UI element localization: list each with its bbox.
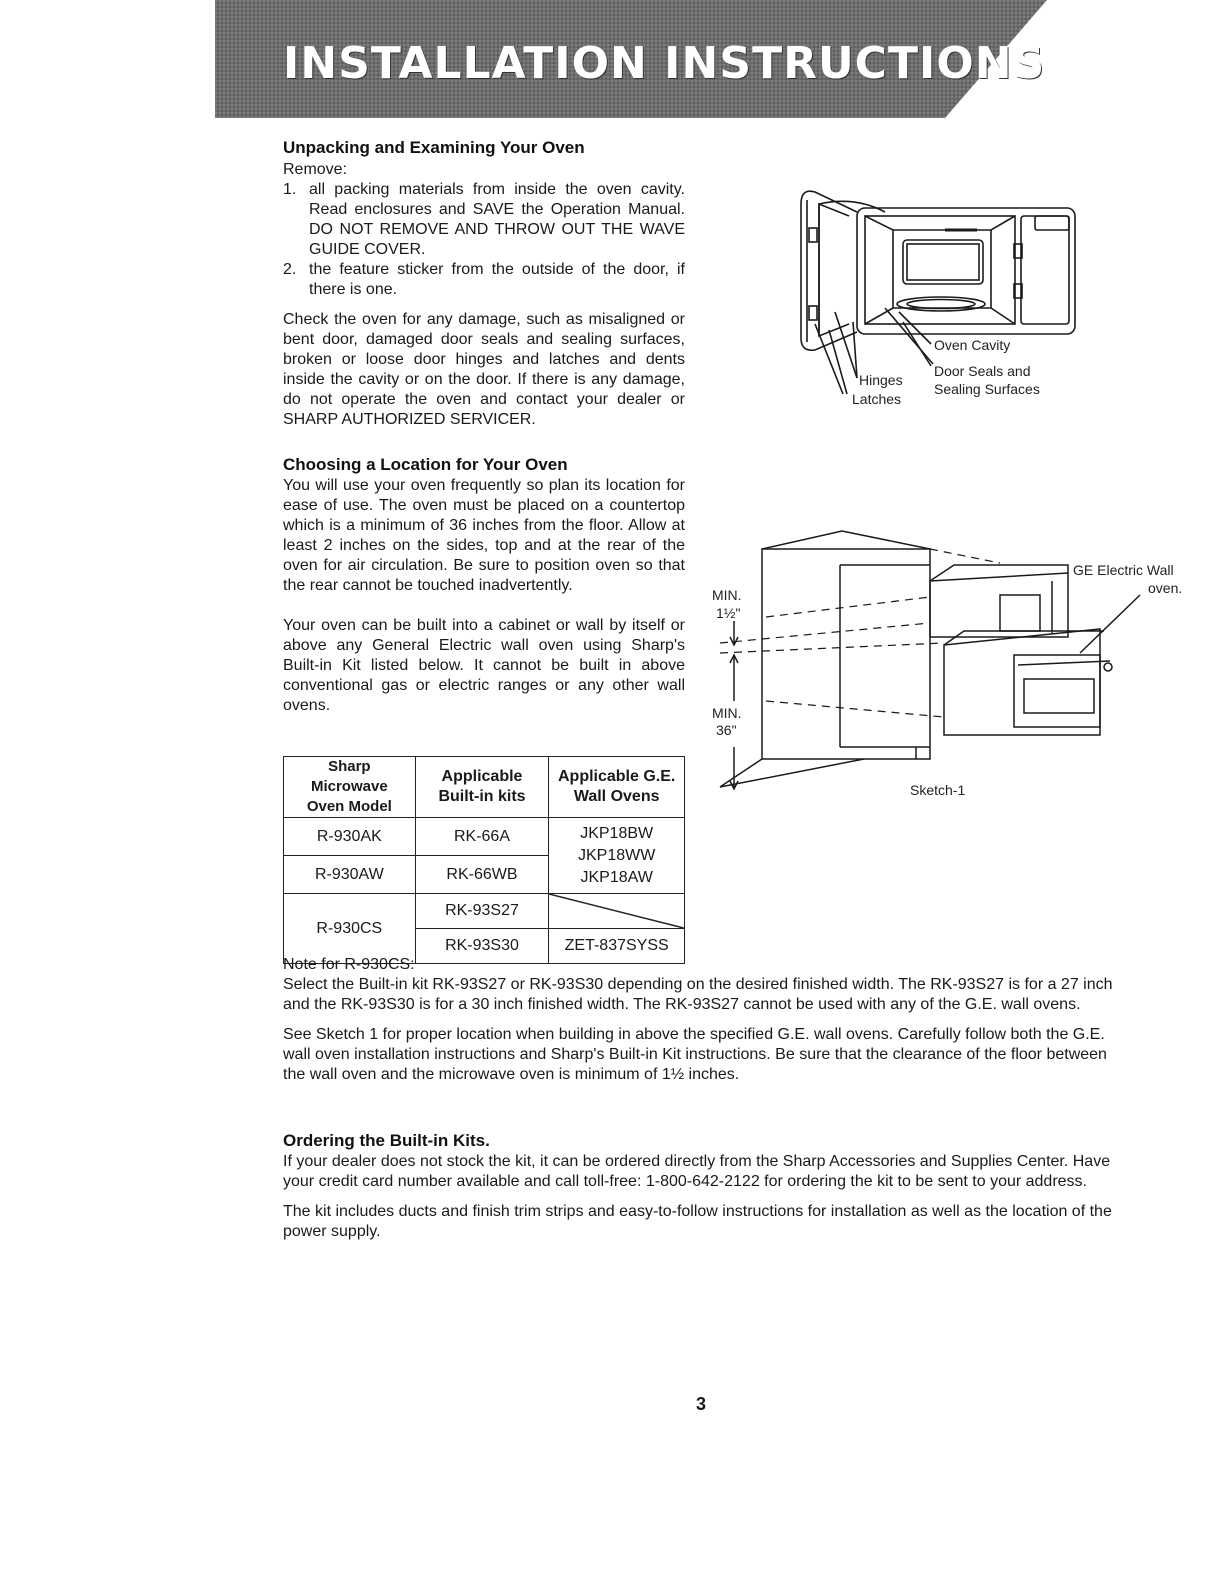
list-item-number: 2. bbox=[283, 261, 297, 278]
label-min-2-b: 36" bbox=[716, 722, 737, 738]
diagonal-line bbox=[549, 894, 684, 928]
table-cell: R-930AW bbox=[284, 856, 416, 894]
header-banner bbox=[215, 0, 1050, 118]
sketch-caption: Sketch-1 bbox=[910, 782, 966, 798]
header-text: Sharp Microwave bbox=[310, 758, 388, 795]
header-text: Oven Model bbox=[306, 798, 392, 815]
ordering-heading: Ordering the Built-in Kits. bbox=[283, 1131, 490, 1150]
label-ge-oven-1: GE Electric Wall bbox=[1073, 562, 1174, 578]
header-text: Built-in kits bbox=[438, 788, 526, 805]
clearance-unit: inches. bbox=[688, 1066, 740, 1083]
table-header-row bbox=[284, 757, 685, 818]
header-oven-model bbox=[284, 757, 416, 818]
table-cell: RK-93S30 bbox=[415, 929, 549, 964]
label-min-2-a: MIN. bbox=[712, 705, 742, 721]
wall-oven-item: JKP18AW bbox=[580, 868, 653, 886]
list-item bbox=[283, 260, 685, 300]
label-latches: Latches bbox=[852, 391, 902, 407]
unpacking-heading: Unpacking and Examining Your Oven bbox=[283, 138, 585, 157]
location-paragraph-1: You will use your oven frequently so plan its location for ease of use. The oven must be placed on a countertop which is a minimum of 36 inches from the floor. Allow at least 2 inches on the sides, top and at the rear of the oven for air circulation. Be sure to position oven so that the rear cannot be touched inadvertently. bbox=[283, 477, 685, 594]
label-min-1-b: 1½" bbox=[716, 605, 741, 621]
sketch-1-figure bbox=[700, 525, 1200, 805]
header-text: Applicable G.E. bbox=[557, 768, 676, 785]
table-cell: RK-93S27 bbox=[415, 894, 549, 929]
unpacking-body bbox=[283, 160, 685, 430]
location-paragraph-2: Your oven can be built into a cabinet or wall by itself or above any General Electric wall oven using Sharp's Built-in Kit listed below. It cannot be built in above conventional gas or electric ranges or any other wall ovens. bbox=[283, 617, 685, 714]
list-item-number: 1. bbox=[283, 181, 297, 198]
note-text: Select the Built-in kit RK-93S27 or RK-93S30 depending on the desired finished width. The RK-93S27 is for a 27 inch and the RK-93S30 is for a 30 inch finished width. The RK-93S27 cannot be used with any of the G.E. wall ovens. bbox=[283, 976, 1113, 1013]
table-cell-not-applicable bbox=[549, 894, 685, 929]
label-door-seals-2: Sealing Surfaces bbox=[934, 381, 1040, 397]
wall-oven-item: JKP18WW bbox=[577, 846, 656, 864]
page-title: INSTALLATION INSTRUCTIONS bbox=[283, 38, 1046, 89]
sketch-reference-paragraph bbox=[283, 1025, 1133, 1085]
header-built-in-kits bbox=[415, 757, 549, 818]
location-heading: Choosing a Location for Your Oven bbox=[283, 455, 568, 474]
ordering-body bbox=[283, 1152, 1133, 1242]
sketch-reference-text: See Sketch 1 for proper location when building in above the specified G.E. wall ovens. Carefully follow both the G.E. wall oven installation instructions and Sharp's Built-in Kit instructions. Be sure that the clearance of the floor between the wall oven and the microwave oven is minimum of bbox=[283, 1026, 1107, 1083]
location-body bbox=[283, 476, 685, 716]
table-cell: RK-66WB bbox=[415, 856, 549, 894]
damage-check-paragraph: Check the oven for any damage, such as misaligned or bent door, damaged door seals and sealing surfaces, broken or loose door hinges and latches and dents inside the cavity or on the door. If there is any damage, do not operate the oven and contact your dealer or SHARP AUTHORIZED SERVICER. bbox=[283, 311, 685, 428]
list-item-text: all packing materials from inside the oven cavity. Read enclosures and SAVE the Operation Manual. DO NOT REMOVE AND THROW OUT THE WAVE GUIDE COVER. bbox=[309, 181, 685, 258]
table-cell: R-930AK bbox=[284, 818, 416, 856]
page-number: 3 bbox=[696, 1394, 707, 1414]
ordering-paragraph-1: If your dealer does not stock the kit, it can be ordered directly from the Sharp Accessories and Supplies Center. Have your credit card number available and call toll-free: 1-800-642-2122 for ordering the kit to be sent to your address. bbox=[283, 1153, 1111, 1190]
clearance-value: 1½ bbox=[661, 1066, 685, 1083]
label-hinges: Hinges bbox=[859, 372, 903, 388]
built-in-kits-table bbox=[283, 756, 685, 964]
list-item-text: the feature sticker from the outside of the door, if there is one. bbox=[309, 261, 685, 298]
label-ge-oven-2: oven. bbox=[1148, 580, 1183, 596]
table-cell: ZET-837SYSS bbox=[549, 929, 685, 964]
list-item bbox=[283, 180, 685, 260]
label-door-seals-1: Door Seals and bbox=[934, 363, 1031, 379]
table-cell: R-930CS bbox=[284, 894, 416, 964]
header-text: Applicable bbox=[441, 768, 523, 785]
table-cell: RK-66A bbox=[415, 818, 549, 856]
note-title: Note for R-930CS: bbox=[283, 956, 415, 973]
remove-list bbox=[283, 180, 685, 300]
remove-label: Remove: bbox=[283, 161, 348, 178]
oven-figure bbox=[795, 182, 1095, 422]
header-text: Wall Ovens bbox=[573, 788, 660, 805]
table-cell-wall-ovens bbox=[549, 818, 685, 894]
wall-oven-item: JKP18BW bbox=[580, 824, 654, 842]
table-row bbox=[284, 894, 685, 929]
label-oven-cavity: Oven Cavity bbox=[934, 337, 1011, 353]
header-wall-ovens bbox=[549, 757, 685, 818]
table-row bbox=[284, 818, 685, 856]
label-min-1-a: MIN. bbox=[712, 587, 742, 603]
ordering-paragraph-2: The kit includes ducts and finish trim strips and easy-to-follow instructions for installation as well as the location of the power supply. bbox=[283, 1203, 1112, 1240]
note-block bbox=[283, 955, 1133, 1085]
